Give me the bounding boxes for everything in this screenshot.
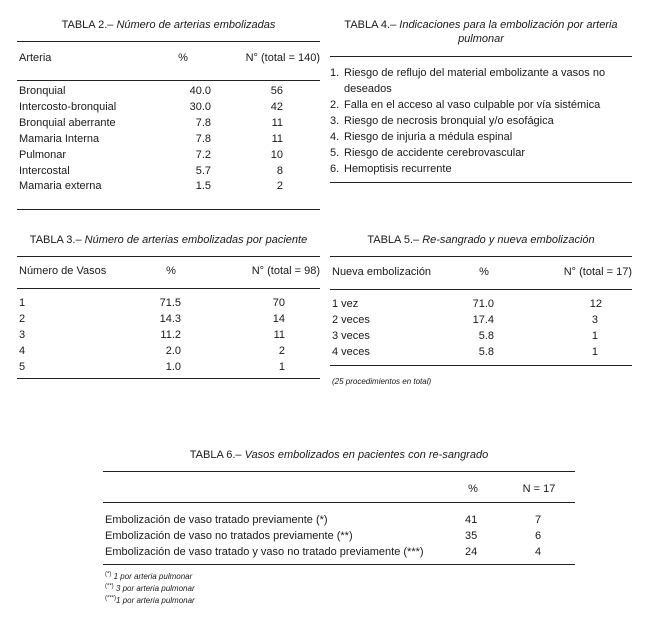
table-5	[330, 231, 632, 391]
col-header-arteria: Arteria	[19, 52, 52, 64]
table-5-top-rule	[330, 256, 632, 257]
table-5-header-rule	[330, 289, 632, 290]
table-2-header	[17, 51, 320, 65]
table-row: Intercosto-bronquial 30.0 42	[19, 101, 283, 113]
table-2-header-rule	[17, 80, 320, 81]
col-header-n: N° (total = 140)	[245, 52, 320, 64]
table-row: Pulmonar 7.2 10	[19, 149, 283, 161]
table-6-footnote: (***)1 por arteria pulmonar	[105, 595, 195, 605]
table-5-bottom-rule	[330, 365, 632, 366]
table-row: 4 veces 5.8 1	[332, 346, 598, 358]
col-header-percent: %	[166, 265, 176, 277]
table-6-caption: TABLA 6.– Vasos embolizados en pacientes con re-sangrado	[189, 449, 489, 461]
table-row: 5 1.0 1	[19, 361, 285, 373]
table-2-top-rule	[17, 41, 320, 42]
table-row: Bronquial aberrante 7.8 11	[19, 117, 283, 129]
table-6-header	[103, 482, 575, 496]
table-6	[103, 446, 575, 616]
table-2-caption: TABLA 2.– Número de arterias embolizadas	[61, 19, 276, 31]
col-header-n: N° (total = 17)	[563, 266, 632, 278]
table-row: Embolización de vaso tratado y vaso no tratado previamente (***) 24 4	[105, 546, 542, 558]
table-row: 1 vez 71.0 12	[332, 298, 602, 310]
table-row: 4 2.0 2	[19, 345, 285, 357]
table-row: 2 veces 17.4 3	[332, 314, 598, 326]
col-header-nueva-embolizacion: Nueva embolización	[332, 266, 432, 278]
table-row: Embolización de vaso tratado previamente (*) 41 7	[105, 514, 542, 526]
table-3-caption: TABLA 3.– Número de arterias embolizadas por paciente	[29, 234, 308, 246]
table-5-note: (25 procedimientos en total)	[332, 377, 432, 386]
table-3-top-rule	[17, 256, 320, 257]
table-6-top-rule	[103, 471, 575, 472]
table-row: Mamaria Interna 7.8 11	[19, 133, 283, 145]
table-row: 3 11.2 11	[19, 329, 285, 341]
col-header-percent: %	[468, 483, 478, 495]
table-6-footnote: (**) 3 por arteria pulmonar	[105, 583, 195, 593]
table-row: Embolización de vaso no tratados previamente (**) 35 6	[105, 530, 542, 542]
table-5-caption: TABLA 5.– Re-sangrado y nueva embolización	[367, 234, 595, 246]
col-header-vasos: Número de Vasos	[19, 265, 107, 277]
table-row: Intercostal 5.7 8	[19, 165, 283, 177]
table-4-bottom-rule	[330, 182, 632, 183]
table-3-header-rule	[17, 288, 320, 289]
table-3-bottom-rule	[17, 378, 320, 379]
table-6-header-rule	[103, 502, 575, 503]
col-header-n: N° (total = 98)	[251, 265, 320, 277]
col-header-percent: %	[178, 52, 188, 64]
table-3-header	[17, 264, 320, 278]
table-4: TABLA 4.– Indicaciones para la embolización por arteria pulmonar 1. Riesgo de reflujo del material embolizante a vasos no deseados 2. Falla en el acceso al vaso culpable por vía sistémica 3. Riesgo de necrosis bronquial y/o esofágica 4. Riesgo de injuria a médula espinal 5. Riesgo de accidente cerebrovascular 6. Hemoptisis recurrente	[330, 14, 632, 184]
table-2	[17, 14, 320, 196]
table-5-header	[330, 265, 632, 279]
col-header-percent: %	[479, 266, 489, 278]
table-6-bottom-rule	[103, 564, 575, 565]
col-header-n: N = 17	[522, 483, 556, 495]
table-row: Mamaria externa 1.5 2	[19, 180, 283, 192]
table-row: 3 veces 5.8 1	[332, 330, 598, 342]
table-4-top-rule	[330, 56, 632, 57]
table-row: 2 14.3 14	[19, 313, 285, 325]
table-3	[17, 231, 320, 381]
table-row: 1 71.5 70	[19, 297, 285, 309]
table-6-footnote: (*) 1 por arteria pulmonar	[105, 571, 193, 581]
table-4-caption: TABLA 4.– Indicaciones para la embolización por arteria pulmonar	[344, 19, 618, 45]
table-row: Bronquial 40.0 56	[19, 85, 283, 97]
table-2-bottom-rule	[17, 209, 320, 210]
